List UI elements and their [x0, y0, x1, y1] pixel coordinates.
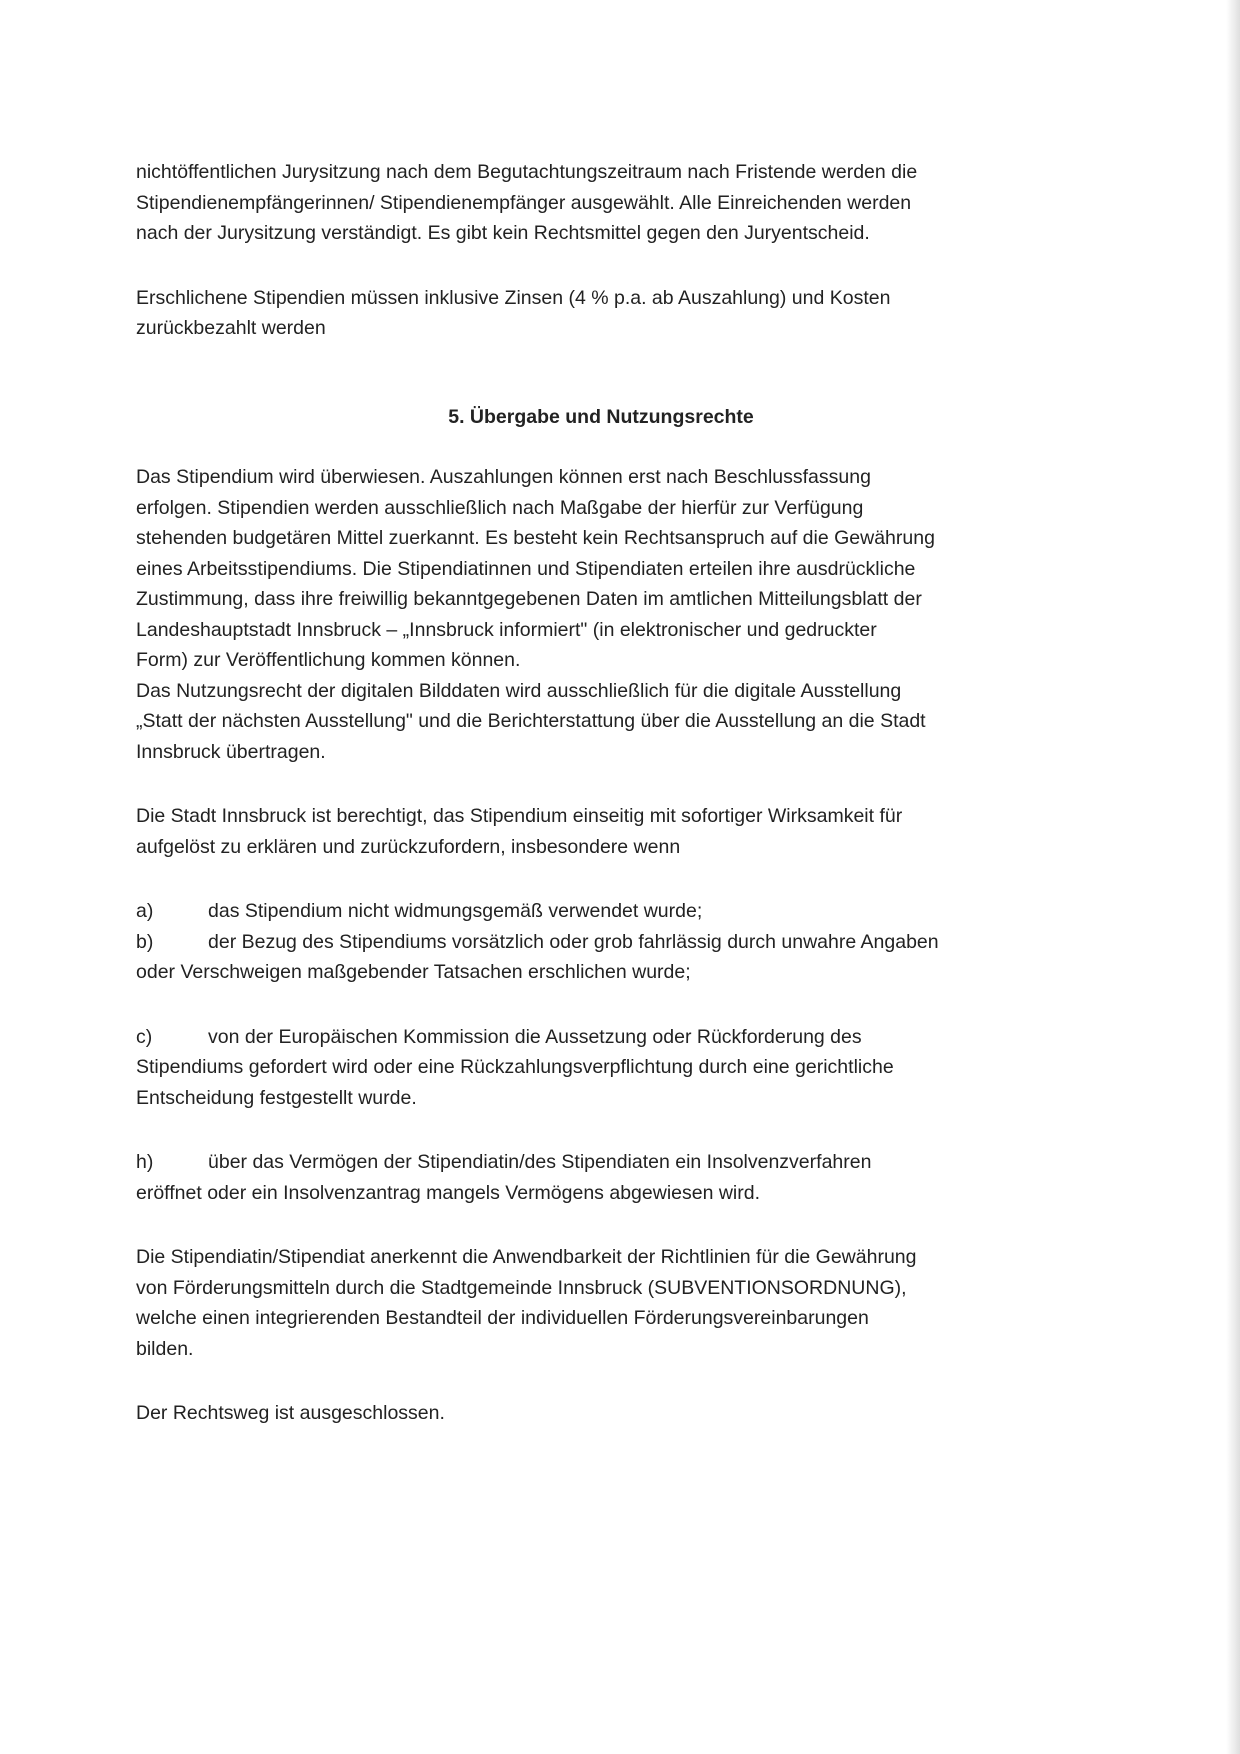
- list-item-h: [136, 1147, 1066, 1208]
- paragraph-subsidy-regulations: [136, 1242, 1066, 1364]
- list-item-c: [136, 1022, 1066, 1114]
- page-edge-shadow: [1226, 0, 1240, 1754]
- text-line: zurückbezahlt werden: [136, 317, 326, 339]
- paragraph-repayment: [136, 283, 1066, 344]
- paragraph-transfer-rights: [136, 462, 1066, 767]
- list-label: c): [136, 1025, 153, 1048]
- text-line: von Förderungsmitteln durch die Stadtgemeinde Innsbruck (SUBVENTIONSORDNUNG),: [136, 1276, 907, 1299]
- text-line: Stipendienempfängerinnen/ Stipendienempfänger ausgewählt. Alle Einreichenden werden: [136, 191, 912, 214]
- list-text: der Bezug des Stipendiums vorsätzlich oder grob fahrlässig durch unwahre Angaben: [208, 930, 939, 953]
- text-line: nichtöffentlichen Jurysitzung nach dem Begutachtungszeitraum nach Fristende werden die: [136, 161, 918, 183]
- text-line: „Statt der nächsten Ausstellung" und die Berichterstattung über die Ausstellung an die Stadt: [136, 710, 926, 732]
- list-text-continuation: Entscheidung festgestellt wurde.: [136, 1086, 417, 1109]
- text-line: Das Stipendium wird überwiesen. Auszahlungen können erst nach Beschlussfassung: [136, 466, 871, 488]
- text-line: stehenden budgetären Mittel zuerkannt. Es besteht kein Rechtsanspruch auf die Gewährung: [136, 527, 935, 549]
- text-line: nach der Jurysitzung verständigt. Es gibt kein Rechtsmittel gegen den Juryentscheid.: [136, 222, 870, 244]
- text-line: Erschlichene Stipendien müssen inklusive Zinsen (4 % p.a. ab Auszahlung) und Kosten: [136, 286, 891, 309]
- text-line: Die Stipendiatin/Stipendiat anerkennt die Anwendbarkeit der Richtlinien für die Gewährung: [136, 1246, 917, 1268]
- text-line: eines Arbeitsstipendiums. Die Stipendiatinnen und Stipendiaten erteilen ihre ausdrückliche: [136, 557, 916, 580]
- list-text-continuation: eröffnet oder ein Insolvenzantrag mangels Vermögens abgewiesen wird.: [136, 1181, 761, 1204]
- list-item-b: [136, 927, 1066, 988]
- list-label: h): [136, 1151, 154, 1173]
- section-heading: 5. Übergabe und Nutzungsrechte: [448, 405, 754, 428]
- text-line: Die Stadt Innsbruck ist berechtigt, das Stipendium einseitig mit sofortiger Wirksamkeit für: [136, 805, 903, 827]
- paragraph-legal-recourse: [136, 1398, 1066, 1429]
- paragraph-jury-selection: [136, 157, 1066, 249]
- text-line: Der Rechtsweg ist ausgeschlossen.: [136, 1402, 445, 1424]
- text-line: Form) zur Veröffentlichung kommen können.: [136, 649, 521, 671]
- text-line: bilden.: [136, 1337, 194, 1360]
- paragraph-termination: [136, 801, 1066, 862]
- text-line: aufgelöst zu erklären und zurückzufordern, insbesondere wenn: [136, 835, 681, 858]
- list-text-continuation: Stipendiums gefordert wird oder eine Rückzahlungsverpflichtung durch eine gerichtliche: [136, 1056, 894, 1078]
- text-line: erfolgen. Stipendien werden ausschließlich nach Maßgabe der hierfür zur Verfügung: [136, 496, 864, 519]
- list-text-continuation: oder Verschweigen maßgebender Tatsachen erschlichen wurde;: [136, 961, 691, 983]
- text-line: Zustimmung, dass ihre freiwillig bekanntgegebenen Daten im amtlichen Mitteilungsblatt der: [136, 588, 922, 610]
- list-label: a): [136, 900, 154, 922]
- text-line: Landeshauptstadt Innsbruck – „Innsbruck informiert" (in elektronischer und gedruckter: [136, 618, 877, 641]
- text-line: Das Nutzungsrecht der digitalen Bilddaten wird ausschließlich für die digitale Ausstellung: [136, 679, 902, 702]
- text-line: welche einen integrierenden Bestandteil der individuellen Förderungsvereinbarungen: [136, 1307, 869, 1329]
- list-item-a: [136, 896, 1066, 927]
- list-text: das Stipendium nicht widmungsgemäß verwendet wurde;: [208, 900, 703, 922]
- list-text: über das Vermögen der Stipendiatin/des Stipendiaten ein Insolvenzverfahren: [208, 1151, 872, 1173]
- document-body: [136, 157, 1066, 1429]
- text-line: Innsbruck übertragen.: [136, 740, 326, 763]
- list-label: b): [136, 930, 154, 953]
- list-text: von der Europäischen Kommission die Aussetzung oder Rückforderung des: [208, 1025, 862, 1048]
